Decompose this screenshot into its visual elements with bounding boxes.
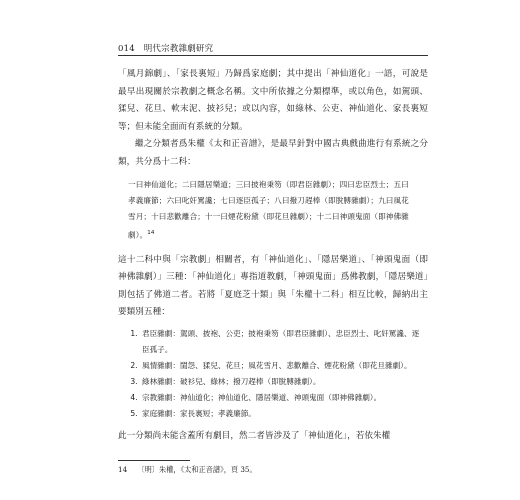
- list-item: 3. 綠林雜劇：破衫兒、綠林；撥刀趕棒（即脫膊雜劇）。: [140, 374, 422, 390]
- footnote: [118, 464, 428, 476]
- paragraph-3: 這十二科中與「宗教劇」相關者，有「神仙道化」、「隱居樂道」、「神頭鬼面（即神佛雜劇）」三種：「神仙道化」專指道教劇，「神頭鬼面」爲佛教劇，「隱居樂道」則包括了佛道二者。若將「夏庭芝十類」與「朱權十二科」相互比較，歸納出主要類別五種：: [118, 254, 428, 318]
- category-list: [118, 326, 422, 422]
- footnote-number: 14: [118, 465, 128, 474]
- footnote-divider: [118, 460, 190, 461]
- running-header: [118, 42, 448, 54]
- running-title: 明代宗教雜劇研究: [143, 44, 214, 54]
- list-item: 4. 宗教雜劇：神仙道化；神仙道化、隱居樂道、神頭鬼面（即神佛雜劇）。: [140, 390, 422, 406]
- paragraph-4: 此一分類尚未能含蓋所有劇目，然二者皆涉及了「神仙道化」，若依朱權: [118, 430, 391, 441]
- block-quote: [128, 177, 416, 244]
- list-item: 5. 家庭雜劇：家長裏短；孝義廉節。: [140, 406, 422, 422]
- paragraph-2: 繼之分類者爲朱權《太和正音譜》，是最早針對中國古典戲曲進行有系統之分類，共分爲十二科：: [118, 139, 428, 167]
- footnote-reference[interactable]: 14: [147, 230, 155, 236]
- footnote-text: 〔明〕朱權，《太和正音譜》，頁 35。: [137, 465, 257, 474]
- main-text: [118, 66, 428, 445]
- page-number: 014: [118, 44, 135, 54]
- paragraph-1: 「風月錦劇」、「家長裏短」乃歸爲家庭劇；其中提出「神仙道化」一語，可說是最早出現關於宗教劇之概念名稱。文中所依據之分類標準，或以角色，如駕頭、猱兒、花旦、軟末泥、披衫兒；或以內容，如綠林、公吏、神仙道化、家長裏短等；但未能全面而有系統的分類。: [118, 69, 428, 132]
- list-item: 2. 風情雜劇：閨怨、猱兒、花旦；風花雪月、悲歡離合、煙花粉黛（即花旦雜劇）。: [140, 358, 422, 374]
- list-item: 1. 君臣雜劇：駕頭、披袍、公吏；披袍秉笏（即君臣雜劇）、忠臣烈士、叱奸罵讒、逐臣孤子。: [140, 326, 422, 358]
- block-quote-text: 一曰神仙道化；二曰隱居樂道；三曰披袍秉笏（即君臣雜劇）；四曰忠臣烈士；五曰孝義廉節；六曰叱奸罵讒；七曰逐臣孤子；八曰撥刀趕棒（即脫膊雜劇）；九曰風花雪月；十曰悲歡離合；十一曰煙花粉黛（即花旦雜劇）；十二曰神頭鬼面（即神佛雜劇）。: [128, 180, 409, 240]
- header-divider: [118, 55, 428, 56]
